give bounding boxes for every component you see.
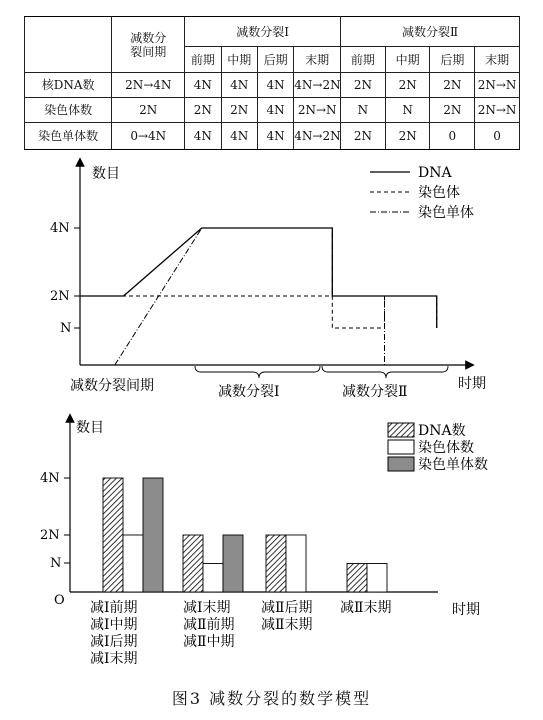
stage-label-interphase: 减数分裂间期 <box>70 378 154 394</box>
table-cell: 4N→2N <box>294 73 341 98</box>
table-cell: 2N <box>112 98 185 123</box>
legend-chromosome-swatch <box>388 440 414 454</box>
table-row-chromatid <box>25 123 520 150</box>
category-label: 减Ⅱ末期 <box>261 617 313 633</box>
y-axis-label: 数目 <box>76 420 104 436</box>
y-tick-n: N <box>50 556 62 571</box>
line-series-group <box>80 228 437 365</box>
bar-chromosome <box>123 535 143 592</box>
category-label: 减Ⅰ末期 <box>183 600 231 616</box>
x-axis-label: 时期 <box>458 376 486 392</box>
table-cell: 4N→2N <box>294 123 341 150</box>
table-cell: 4N <box>257 123 293 150</box>
legend-chromosome-label: 染色体 <box>418 185 460 201</box>
y-axis-label: 数目 <box>92 166 120 182</box>
y-tick-4n: 4N <box>40 471 60 486</box>
table-cell: N <box>385 98 430 123</box>
table-cell: 0→4N <box>112 123 185 150</box>
table-cell: 4N <box>185 123 221 150</box>
figure-caption: 图3 减数分裂的数学模型 <box>171 689 372 708</box>
header-phase: 后期 <box>257 47 293 73</box>
category-label: 减Ⅰ后期 <box>90 634 138 650</box>
table-cell: 2N <box>221 98 257 123</box>
header-phase: 中期 <box>385 47 430 73</box>
stage-label-meiosis-2: 减数分裂Ⅱ <box>342 384 408 400</box>
category-label: 减Ⅱ中期 <box>183 634 235 650</box>
table-row-chromosome <box>25 98 520 123</box>
legend-chromosome-label: 染色体数 <box>418 440 474 456</box>
meiosis-data-table <box>24 16 520 150</box>
table-cell: N <box>341 98 386 123</box>
header-phase: 末期 <box>294 47 341 73</box>
header-phase: 前期 <box>341 47 386 73</box>
table-corner-cell <box>25 17 112 73</box>
header-interphase: 减数分裂间期 <box>112 17 185 73</box>
bar-chromatid <box>143 478 163 592</box>
bar-chromatid <box>223 535 243 592</box>
table-cell: 2N <box>385 73 430 98</box>
legend-chromatid-swatch <box>388 457 414 471</box>
row-label: 核DNA数 <box>25 73 112 98</box>
table-cell: 2N <box>341 123 386 150</box>
header-meiosis-2: 减数分裂Ⅱ <box>341 17 520 47</box>
y-tick-2n: 2N <box>50 289 70 304</box>
table-cell: 4N <box>221 123 257 150</box>
row-label: 染色单体数 <box>25 123 112 150</box>
table-cell: 2N→4N <box>112 73 185 98</box>
bar-chart <box>0 408 543 678</box>
legend-chromatid-label: 染色单体数 <box>418 457 488 473</box>
legend-dna-label: DNA数 <box>418 423 466 439</box>
table-cell: 2N <box>185 98 221 123</box>
table-cell: 2N <box>430 98 475 123</box>
bar-chromosome <box>367 564 387 593</box>
brace-meiosis-1 <box>195 366 320 378</box>
table-row-dna <box>25 73 520 98</box>
y-tick-n: N <box>60 321 72 336</box>
legend-dna-label: DNA <box>418 165 452 181</box>
y-tick-4n: 4N <box>50 221 70 236</box>
category-label: 减Ⅰ中期 <box>90 617 138 633</box>
category-label: 减Ⅰ末期 <box>90 651 138 667</box>
header-phase: 中期 <box>221 47 257 73</box>
table-cell: 2N→N <box>294 98 341 123</box>
table-cell: 4N <box>257 73 293 98</box>
table-cell: 2N <box>430 73 475 98</box>
bar-dna <box>266 535 286 592</box>
category-labels <box>90 599 392 667</box>
series-line-dna <box>80 228 437 328</box>
table-cell: 2N <box>341 73 386 98</box>
bar-dna <box>183 535 203 592</box>
bar-chromosome <box>286 535 306 592</box>
y-tick-2n: 2N <box>40 528 60 543</box>
category-label: 减Ⅱ后期 <box>261 600 313 616</box>
legend-dna-swatch <box>388 423 414 437</box>
header-phase: 前期 <box>185 47 221 73</box>
category-label: 减Ⅱ前期 <box>183 617 235 633</box>
x-axis-label: 时期 <box>452 602 480 618</box>
table-cell: 2N→N <box>475 73 520 98</box>
header-meiosis-1: 减数分裂Ⅰ <box>185 17 341 47</box>
table-cell: 4N <box>185 73 221 98</box>
row-label: 染色体数 <box>25 98 112 123</box>
brace-meiosis-2 <box>322 366 448 378</box>
table-cell: 0 <box>430 123 475 150</box>
bar-chromosome <box>203 564 223 593</box>
header-phase: 后期 <box>430 47 475 73</box>
legend-chromatid-label: 染色单体 <box>418 205 474 221</box>
category-label: 减Ⅰ前期 <box>90 600 138 616</box>
series-line-chromosome <box>80 296 437 328</box>
table-cell: 2N→N <box>475 98 520 123</box>
table-cell: 4N <box>221 73 257 98</box>
bar-dna <box>347 564 367 593</box>
line-chart <box>0 155 543 400</box>
stage-label-meiosis-1: 减数分裂Ⅰ <box>218 384 280 400</box>
bar-dna <box>103 478 123 592</box>
category-label: 减Ⅱ末期 <box>340 600 392 616</box>
header-phase: 末期 <box>475 47 520 73</box>
bar-group <box>103 478 387 592</box>
origin-label: O <box>54 593 65 608</box>
table-cell: 2N <box>385 123 430 150</box>
table-cell: 4N <box>257 98 293 123</box>
table-cell: 0 <box>475 123 520 150</box>
